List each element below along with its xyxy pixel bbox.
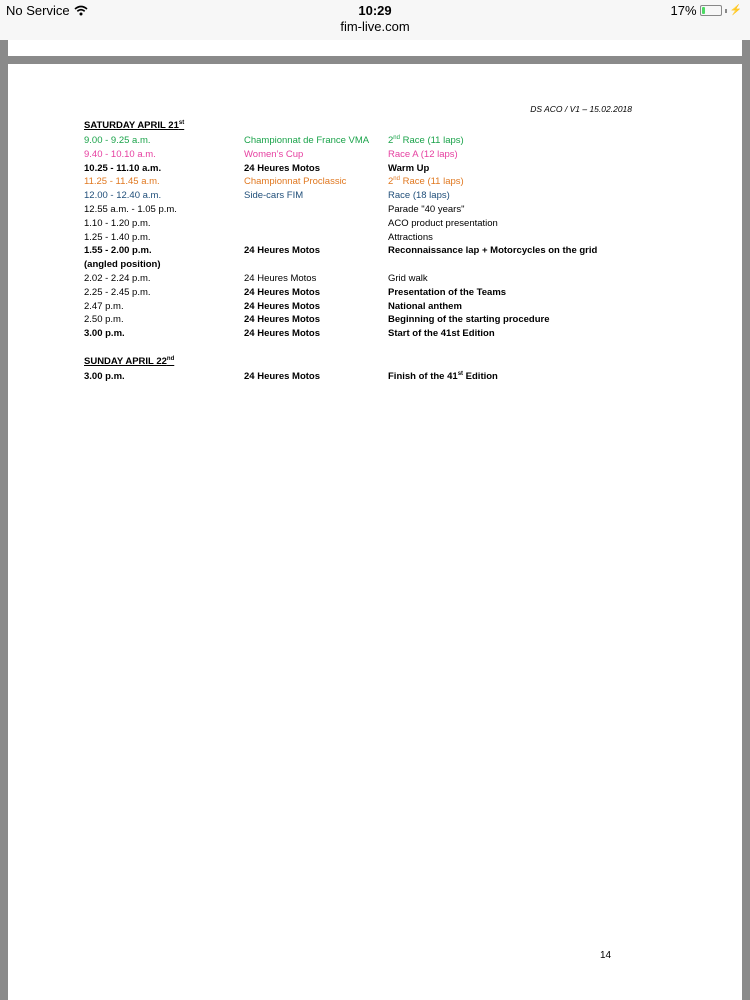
- schedule-row: [84, 258, 644, 271]
- sunday-title-sup: nd: [166, 356, 175, 362]
- schedule-row: [84, 175, 644, 188]
- schedule-row: [84, 148, 644, 161]
- schedule-time: 2.25 - 2.45 p.m.: [84, 286, 151, 298]
- schedule-event-text: Attractions: [388, 231, 433, 243]
- schedule-time: 10.25 - 11.10 a.m.: [84, 162, 162, 174]
- schedule-event: [388, 272, 428, 285]
- schedule-series: 24 Heures Motos: [244, 371, 321, 382]
- schedule-event-text: Race A (12 laps): [388, 148, 458, 160]
- schedule-time: 11.25 - 11.45 a.m.: [84, 176, 160, 188]
- saturday-title: SATURDAY APRIL 21: [84, 120, 179, 131]
- schedule-event-text: Warm Up: [388, 162, 430, 174]
- schedule-row: [84, 300, 644, 313]
- viewer-margin-left: [0, 40, 8, 1000]
- carrier-label: No Service: [6, 3, 70, 18]
- schedule-event-text: ACO product presentation: [388, 217, 498, 229]
- schedule-row: [84, 244, 644, 257]
- schedule-row: [84, 231, 644, 244]
- schedule-event: [388, 327, 495, 340]
- page-number: 14: [600, 950, 612, 961]
- schedule-time: (angled position): [84, 259, 161, 271]
- battery-icon: [700, 5, 722, 16]
- saturday-title-sup: st: [178, 120, 185, 126]
- schedule-series: 24 Heures Motos: [244, 328, 321, 340]
- schedule-event: [388, 175, 464, 188]
- schedule-time: 2.02 - 2.24 p.m.: [84, 273, 151, 284]
- schedule-row: [84, 286, 644, 299]
- sunday-title: SUNDAY APRIL 22: [84, 356, 167, 367]
- schedule-series: Women’s Cup: [244, 148, 304, 160]
- schedule-time: 3.00 p.m.: [84, 371, 125, 382]
- schedule-event: [388, 300, 462, 313]
- schedule-series: Championnat de France VMA: [244, 135, 370, 146]
- schedule-event-text: Presentation of the Teams: [388, 286, 507, 298]
- schedule-series: 24 Heures Motos: [244, 300, 321, 312]
- schedule-row: [84, 272, 644, 285]
- schedule-series: 24 Heures Motos: [244, 162, 321, 174]
- schedule-time: 1.55 - 2.00 p.m.: [84, 245, 152, 257]
- schedule-event: [388, 286, 506, 299]
- schedule-event: [388, 370, 498, 383]
- schedule-event-text: National anthem: [388, 300, 462, 312]
- saturday-header: [84, 120, 184, 131]
- schedule-event: [388, 148, 458, 161]
- schedule-series: Championnat Proclassic: [244, 176, 347, 188]
- status-bar: [0, 0, 750, 40]
- schedule-event-prefix: Finish of the 41: [388, 371, 458, 382]
- schedule-event-sup: nd: [393, 135, 400, 141]
- schedule-time: 2.50 p.m.: [84, 314, 124, 326]
- schedule-event-text: Beginning of the starting procedure: [388, 314, 550, 326]
- schedule-event-text: Race (11 laps): [399, 135, 464, 146]
- sunday-header: [84, 356, 174, 367]
- schedule-event: [388, 313, 550, 326]
- battery-percent: 17%: [670, 3, 697, 18]
- schedule-time: 1.25 - 1.40 p.m.: [84, 231, 151, 243]
- schedule-event-text: Edition: [463, 371, 498, 382]
- schedule-row: [84, 134, 644, 147]
- schedule-event-text: Race (11 laps): [399, 176, 464, 188]
- schedule-time: 12.00 - 12.40 a.m.: [84, 190, 162, 202]
- battery-indicator: [671, 3, 742, 18]
- document-reference: DS ACO / V1 – 15.02.2018: [530, 104, 632, 114]
- schedule-event: [388, 134, 464, 147]
- schedule-series: Side-cars FIM: [244, 190, 304, 202]
- schedule-event: [388, 162, 429, 175]
- schedule-time: 12.55 a.m. - 1.05 p.m.: [84, 204, 177, 215]
- schedule-time: 1.10 - 1.20 p.m.: [84, 217, 151, 229]
- schedule-event-prefix: 2: [388, 176, 394, 188]
- schedule-event: [388, 231, 433, 244]
- schedule-event-text: Reconnaissance lap + Motorcycles on the grid: [388, 245, 598, 257]
- schedule-series: 24 Heures Motos: [244, 286, 321, 298]
- battery-level-fill: [702, 7, 705, 14]
- schedule-time: 9.00 - 9.25 a.m.: [84, 135, 151, 146]
- schedule-event: [388, 244, 597, 257]
- schedule-row: [84, 370, 644, 383]
- schedule-row: [84, 327, 644, 340]
- schedule-row: [84, 203, 644, 216]
- schedule-row: [84, 313, 644, 326]
- schedule-event-text: Start of the 41st Edition: [388, 328, 495, 340]
- schedule-series: 24 Heures Motos: [244, 314, 321, 326]
- schedule-row: [84, 217, 644, 230]
- schedule-series: 24 Heures Motos: [244, 273, 317, 284]
- viewer-margin-right: [742, 40, 750, 1000]
- schedule-row: [84, 162, 644, 175]
- schedule-row: [84, 189, 644, 202]
- schedule-event-text: Race (18 laps): [388, 190, 450, 202]
- schedule-event-sup: nd: [393, 176, 400, 183]
- address-bar-url[interactable]: fim-live.com: [340, 19, 410, 34]
- battery-tip: [725, 9, 727, 13]
- previous-page-edge[interactable]: [8, 40, 742, 56]
- schedule-time: 3.00 p.m.: [84, 328, 125, 340]
- schedule-event-text: Parade "40 years": [388, 204, 465, 215]
- schedule-event-sup: st: [457, 371, 464, 377]
- schedule-time: 2.47 p.m.: [84, 300, 124, 312]
- schedule-time: 9.40 - 10.10 a.m.: [84, 148, 156, 160]
- schedule-series: 24 Heures Motos: [244, 245, 321, 257]
- schedule-event-prefix: 2: [388, 135, 394, 146]
- schedule-event: [388, 217, 498, 230]
- schedule-event: [388, 203, 464, 216]
- schedule-event-text: Grid walk: [388, 273, 428, 284]
- schedule-event: [388, 189, 450, 202]
- charging-bolt-icon: ⚡: [729, 5, 742, 16]
- status-time: 10:29: [358, 3, 392, 18]
